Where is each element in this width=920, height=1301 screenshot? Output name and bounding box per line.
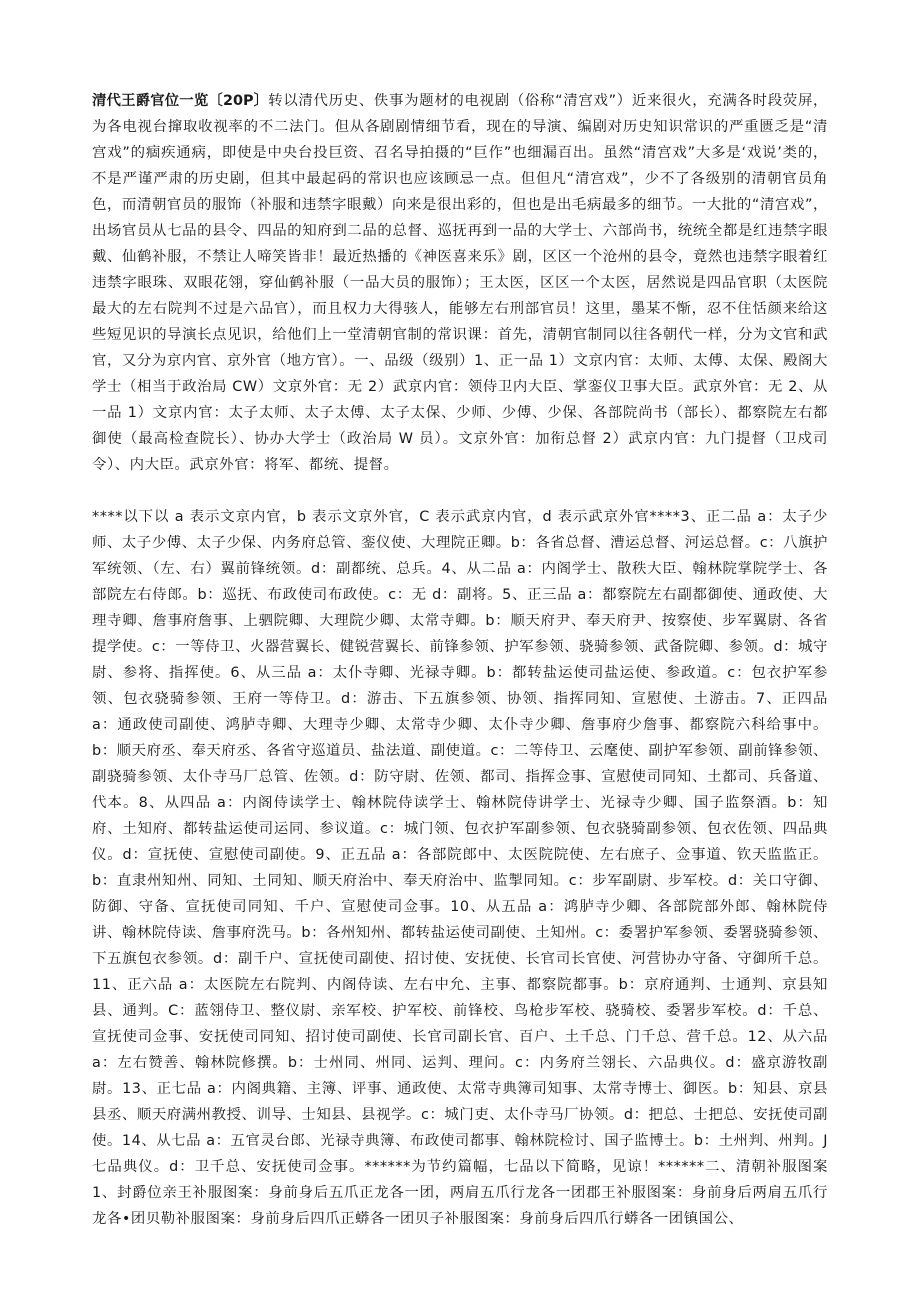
- paragraph-ranks: ****以下以 a 表示文京内官，b 表示文京外官，C 表示武京内官，d 表示武京外官****3、正二品 a：太子少师、太子少傅、太子少保、内务府总管、銮仪使、大理院正卿。b：各省总督、漕运总督、河运总督。c：八旗护军统领、（左、右）翼前锋统领。d：副都统、总兵。4、从二品 a：内阁学士、散秩大臣、翰林院掌院学士、各部院左右侍郎。b：巡抚、布政使司布政使。c：无 d：副将。5、正三品 a：都察院左右副都御使、通政使、大理寺卿、詹事府詹事、上驷院卿、大理院少卿、太常寺卿。b：顺天府尹、奉天府尹、按察使、步军翼尉、各省提学使。c：一等侍卫、火器营翼长、健锐营翼长、前锋参领、护军参领、骁骑参领、武备院卿、参领。d：城守尉、参将、指挥使。6、从三品 a：太仆寺卿、光禄寺卿。b：都转盐运使司盐运使、参政道。c：包衣护军参领、包衣骁骑参领、王府一等侍卫。d：游击、下五旗参领、协领、指挥同知、宣慰使、土游击。7、正四品 a：通政使司副使、鸿胪寺卿、大理寺少卿、太常寺少卿、太仆寺少卿、詹事府少詹事、都察院六科给事中。b：顺天府丞、奉天府丞、各省守巡道员、盐法道、副使道。c：二等侍卫、云麾使、副护军参领、副前锋参领、副骁骑参领、太仆寺马厂总管、佐领。d：防守尉、佐领、都司、指挥佥事、宣慰使司同知、土都司、兵备道、代本。8、从四品 a：内阁侍读学士、翰林院侍读学士、翰林院侍讲学士、光禄寺少卿、国子监祭酒。b：知府、土知府、都转盐运使司运同、参议道。c：城门领、包衣护军副参领、包衣骁骑副参领、包衣佐领、四品典仪。d：宣抚使、宣慰使司副使。9、正五品 a：各部院郎中、太医院院使、左右庶子、佥事道、钦天监监正。b：直隶州知州、同知、土同知、顺天府治中、奉天府治中、监掣同知。c：步军副尉、步军校。d：关口守御、防御、守备、宣抚使司同知、千户、宣慰使司佥事。10、从五品 a：鸿胪寺少卿、各部院部外郎、翰林院侍讲、翰林院侍读、詹事府洗马。b：各州知州、都转盐运使司副使、土知州。c：委署护军参领、委署骁骑参领、下五旗包衣参领。d：副千户、宣抚使司副使、招讨使、安抚使、长官司长官使、河营协办守备、守御所千总。11、正六品 a：太医院左右院判、内阁侍读、左右中允、主事、都察院都事。b：京府通判、士通判、京县知县、通判。C：蓝翎侍卫、整仪尉、亲军校、护军校、前锋校、鸟枪步军校、骁骑校、委署步军校。d：千总、宣抚使司佥事、安抚使司同知、招讨使司副使、长官司副长官、百户、土千总、门千总、营千总。12、从六品 a：左右赞善、翰林院修撰。b：士州同、州同、运判、理问。c：内务府兰翎长、六品典仪。d：盛京游牧副尉。13、正七品 a：内阁典籍、主簿、评事、通政使、太常寺典簿司知事、太常寺博士、御医。b：知县、京县县丞、顺天府满州教授、训导、士知县、县视学。c：城门吏、太仆寺马厂协领。d：把总、士把总、安抚使司副使。14、从七品 a：五官灵台郎、光禄寺典簿、布政使司都事、翰林院检讨、国子监博士。b：土州判、州判。J 七品典仪。d：卫千总、安抚使司佥事。******为节约篇幅，七品以下简略，见谅！******二、清朝补服图案 1、封爵位亲王补服图案：身前身后五爪正龙各一团，两肩五爪行龙各一团郡王补服图案：身前身后两肩五爪行龙各•团贝勒补服图案：身前身后四爪正蟒各一团贝子补服图案：身前身后四爪行蟒各一团镇国公、: [92, 509, 828, 1227]
- document-title: 清代王爵官位一览〔20P〕: [92, 93, 269, 109]
- paragraph-intro: [92, 88, 828, 478]
- paragraph-intro-text: 转以清代历史、佚事为题材的电视剧（俗称“清宫戏”）近来很火，充满各时段荧屏，为各电视台撺取收视率的不二法门。但从各剧剧情细节看，现在的导演、编剧对历史知识常识的严重匮乏是“清宫戏”的痼疾通病，即使是中央台投巨资、召名导拍摄的“巨作”也细漏百出。虽然“清宫戏”大多是‘戏说’类的，不是严谨严肃的历史剧，但其中最起码的常识也应该顾忌一点。但但凡“清宫戏”，少不了各级别的清朝官员角色，而清朝官员的服饰（补服和违禁字眼戴）向来是很出彩的，但也是出毛病最多的细节。一大批的“清宫戏”，出场官员从七品的县令、四品的知府到二品的总督、巡抚再到一品的大学士、六部尚书，统统全都是红违禁字眼戴、仙鹤补服，不禁让人啼笑皆非！最近热播的《神医喜来乐》剧，区区一个沧州的县令，竟然也违禁字眼着红违禁字眼珠、双眼花翎，穿仙鹤补服（一品大员的服饰）；王太医，区区一个太医，居然说是四品官职（太医院最大的左右院判不过是六品官），而且权力大得骇人，能够左右刑部官员！这里，墨某不惭，忍不住恬颜来给这些短见识的导演长点见识，给他们上一堂清朝官制的常识课：首先，清朝官制同以往各朝代一样，分为文官和武官，又分为京内官、京外官（地方官）。一、品级（级别）1、正一品 1）文京内官：太师、太傅、太保、殿阁大学士（相当于政治局 CW）文京外官：无 2）武京内官：领侍卫内大臣、掌銮仪卫事大臣。武京外官：无 2、从一品 1）文京内官：太子太师、太子太傅、太子太保、少师、少傅、少保、各部院尚书（部长）、都察院左右都御使（最高检查院长）、协办大学士（政治局 W 员）。文京外官：加衔总督 2）武京内官：九门提督（卫戍司令）、内大臣。武京外官：将军、都统、提督。: [92, 93, 828, 473]
- document-page: [92, 88, 828, 1232]
